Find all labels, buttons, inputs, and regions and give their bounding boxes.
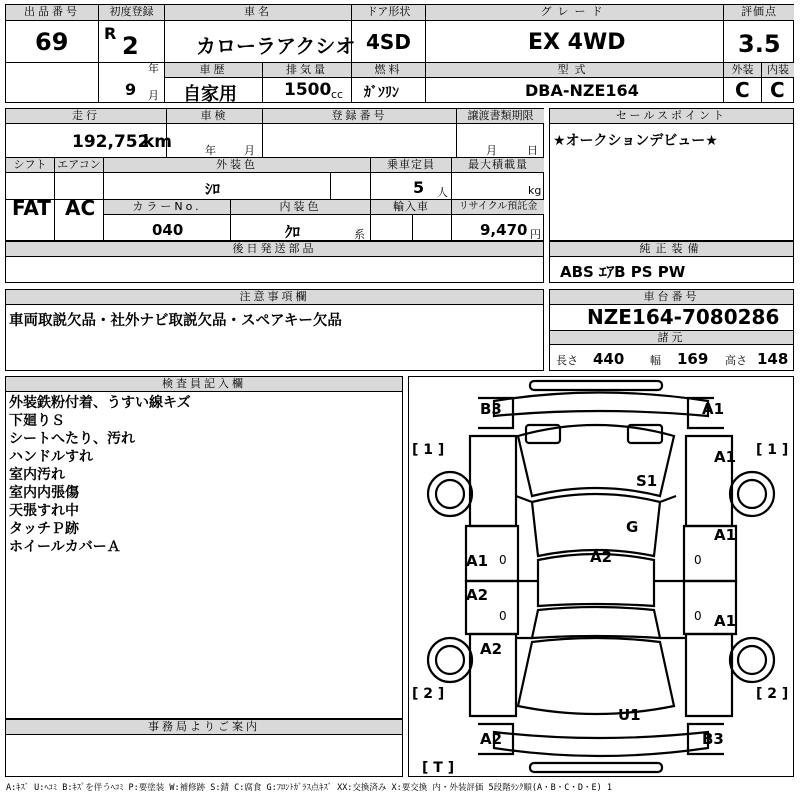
interior-header: 内装: [762, 63, 794, 78]
damage-marks: [466, 400, 736, 748]
recycle-fee: 9,470: [480, 221, 528, 239]
inspector-note: 室内汚れ: [9, 467, 65, 483]
int-color: ｸﾛ: [285, 223, 301, 241]
damage-mark: A1: [714, 612, 737, 630]
model-header: 型式: [426, 63, 723, 78]
sales-point-text: ★オークションデビュー★: [553, 133, 718, 149]
reg-month: 9: [125, 80, 137, 99]
bracket-label: [ T ]: [422, 760, 455, 776]
model-code: DBA-NZE164: [525, 81, 639, 100]
mileage: 192,752: [72, 132, 150, 152]
car-name-header: 車名: [165, 5, 351, 21]
car-name: カローラアクシオ: [196, 34, 356, 58]
sales-point-header: セールスポイント: [550, 109, 793, 124]
inspector-note: シートへたり、汚れ: [9, 431, 135, 447]
inspector-notes: [9, 394, 191, 556]
import-header: 輸入車: [371, 200, 451, 215]
specs-header: 諸元: [550, 331, 793, 345]
overall-score: 3.5: [738, 30, 781, 58]
max-load-header: 最大積載量: [452, 158, 544, 173]
fuel-header: 燃料: [352, 63, 425, 78]
caution-text: 車両取説欠品・社外ナビ取説欠品・スペアキー欠品: [9, 313, 342, 329]
inspector-header: 検査員記入欄: [6, 377, 402, 392]
damage-mark: A2: [466, 586, 489, 604]
zero-mark: 0: [499, 553, 507, 567]
rear-bumper: [494, 732, 708, 756]
later-parts-header: 後日発送部品: [6, 242, 543, 257]
score-header: 評価点: [724, 5, 794, 21]
bracket-label: [ 1 ]: [412, 442, 445, 458]
chassis-number: NZE164-7080286: [587, 305, 780, 329]
damage-mark: B3: [480, 400, 502, 418]
rear-bumper-bottom: [530, 763, 662, 772]
length-value: 440: [593, 350, 625, 368]
shift-header: シフト: [6, 158, 54, 173]
displacement-unit: cc: [331, 88, 344, 101]
damage-mark: A1: [714, 526, 737, 544]
transfer-day-unit: 日: [527, 144, 538, 157]
inspection-year-unit: 年: [205, 144, 216, 157]
inspector-note: ハンドルすれ: [9, 449, 93, 465]
displacement-header: 排気量: [263, 63, 351, 78]
bracket-label: [ 2 ]: [756, 686, 789, 702]
damage-mark: A2: [590, 548, 613, 566]
trunk: [518, 638, 674, 714]
ac-type: AC: [65, 196, 96, 220]
width-label: 幅: [650, 354, 661, 367]
sales-point-box: [549, 108, 794, 241]
reg-year: 2: [122, 32, 139, 60]
lot-no-header: 出品番号: [6, 5, 98, 21]
color-no-header: カラーNo.: [104, 200, 230, 215]
right-rear-fender: [686, 634, 732, 716]
grade-header: グレード: [426, 5, 723, 21]
displacement: 1500: [284, 80, 332, 100]
interior-grade: C: [770, 78, 785, 102]
int-color-unit: 系: [354, 228, 365, 241]
front-bumper: [494, 393, 708, 417]
inspector-note: 外装鉄粉付着、うすい線キズ: [9, 395, 191, 411]
door-type: 4SD: [366, 30, 411, 54]
height-value: 148: [757, 350, 789, 368]
fuel: ｶﾞｿﾘﾝ: [364, 85, 399, 101]
shift-type: FAT: [12, 196, 51, 220]
bracket-label: [ 2 ]: [412, 686, 445, 702]
bracket-label: [ 1 ]: [756, 442, 789, 458]
car-history: 自家用: [183, 84, 237, 105]
rear-right-wheel: [730, 638, 774, 682]
inspector-note: 下廻りＳ: [9, 413, 65, 429]
mileage-header: 走行: [6, 109, 166, 124]
height-label: 高さ: [725, 354, 747, 367]
max-load-unit: kg: [528, 184, 542, 197]
damage-mark: S1: [636, 472, 658, 490]
zero-mark: 0: [694, 609, 702, 623]
front-bumper-top: [530, 381, 662, 390]
capacity: 5: [413, 178, 425, 197]
damage-mark: U1: [618, 706, 641, 724]
car-diagram: [408, 376, 794, 777]
color-no: 040: [152, 221, 184, 239]
era-label: R: [104, 24, 117, 43]
equipment-text: ABS ｴｱB PS PW: [560, 263, 686, 281]
ext-color: ｼﾛ: [205, 180, 221, 198]
damage-mark: A2: [480, 640, 503, 658]
history-header: 車歴: [165, 63, 262, 78]
ext-color-header: 外装色: [104, 158, 370, 173]
damage-mark: A1: [466, 552, 489, 570]
front-left-wheel: [428, 472, 472, 516]
zero-mark: 0: [499, 609, 507, 623]
caution-header: 注意事項欄: [6, 290, 543, 305]
rear-left-wheel: [428, 638, 472, 682]
recycle-unit: 円: [530, 228, 541, 241]
front-right-wheel: [730, 472, 774, 516]
equipment-header: 純正装備: [550, 242, 793, 257]
length-label: 長さ: [556, 354, 578, 367]
windshield: [532, 494, 660, 556]
transfer-deadline-header: 譲渡書類期限: [457, 109, 544, 124]
month-unit: 月: [148, 89, 159, 102]
car-outline: [466, 381, 736, 772]
chassis-header: 車台番号: [550, 290, 793, 305]
inspection-month-unit: 月: [244, 144, 255, 157]
legend: A:ｷｽﾞ U:ﾍｺﾐ B:ｷｽﾞを伴うﾍｺﾐ P:要塗装 W:補修跡 S:錆 C:腐食 G:ﾌﾛﾝﾄｶﾞﾗｽ点ｷｽﾞ XX:交換済み X:要交換 内・外装評価 5段階ﾗﾝｸ順(A・B・C・D・E) 1: [6, 783, 612, 793]
inspection-header: 車検: [167, 109, 262, 124]
lot-number: 69: [35, 28, 69, 56]
reg-no-header: 登録番号: [263, 109, 456, 124]
left-front-fender: [470, 436, 516, 526]
year-unit: 年: [148, 62, 159, 75]
int-color-header: 内装色: [231, 200, 370, 215]
recycle-header: リサイクル預託金: [452, 200, 544, 215]
vehicle-detail-box: [5, 108, 544, 241]
exterior-header: 外装: [724, 63, 761, 78]
damage-mark: A1: [714, 448, 737, 466]
zero-mark: 0: [694, 553, 702, 567]
damage-mark: A2: [480, 730, 503, 748]
capacity-header: 乗車定員: [371, 158, 451, 173]
damage-mark: A1: [702, 400, 725, 418]
inspector-note: タッチＰ跡: [9, 521, 79, 537]
exterior-grade: C: [735, 78, 750, 102]
damage-mark: B3: [702, 730, 724, 748]
rear-window: [532, 607, 660, 638]
grade: EX 4WD: [528, 30, 626, 55]
door-header: ドア形状: [352, 5, 425, 21]
inspector-note: ホイールカバーＡ: [9, 539, 121, 555]
inspector-note: 室内内張傷: [9, 485, 79, 501]
capacity-unit: 人: [437, 186, 448, 199]
mileage-unit: km: [143, 132, 173, 152]
damage-mark: G: [626, 518, 639, 536]
width-value: 169: [677, 350, 709, 368]
transfer-month-unit: 月: [486, 144, 497, 157]
inspector-note: 天張すれ中: [9, 503, 79, 519]
ac-header: エアコン: [55, 158, 103, 173]
office-header: 事務局よりご案内: [6, 720, 402, 735]
first-reg-header: 初度登録: [99, 5, 164, 21]
